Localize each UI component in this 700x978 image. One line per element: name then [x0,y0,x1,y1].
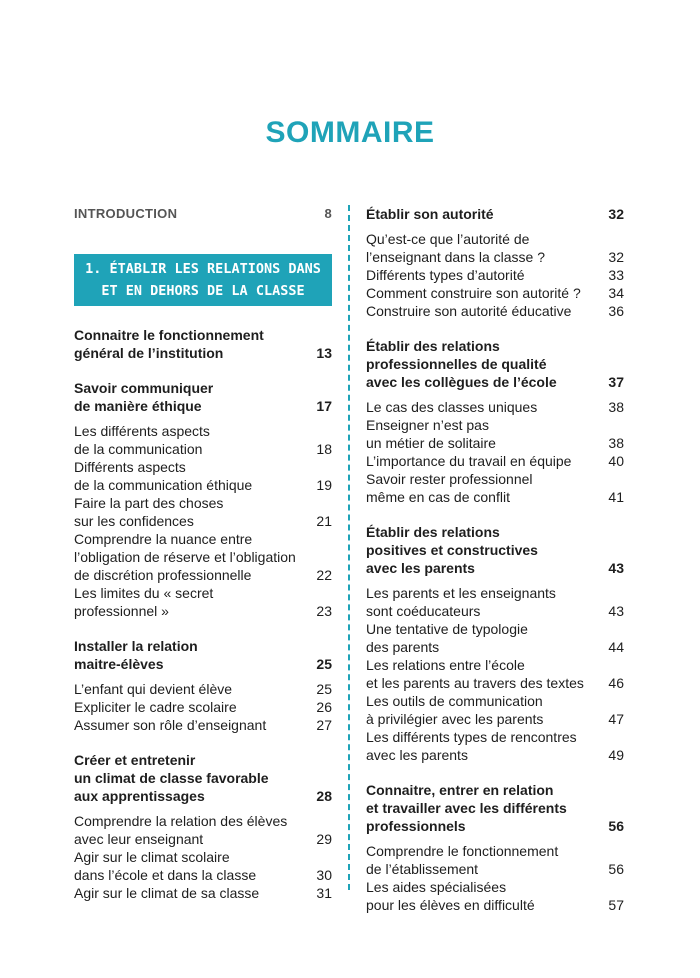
toc-item[interactable] [366,728,624,764]
toc-entry-label: Les limites du « secret professionnel » [74,585,214,619]
toc-entry-label: Assumer son rôle d’enseignant [74,717,267,733]
toc-page-number: 37 [608,374,624,390]
toc-right-column [366,205,624,914]
toc-entry-label: Agir sur le climat de sa classe [74,885,260,901]
toc-sections-left [74,326,332,902]
toc-item[interactable] [366,878,624,914]
toc-page-number: 33 [608,267,624,283]
toc-page-number: 47 [608,711,624,727]
toc-section-heading[interactable] [74,751,332,805]
toc-page-number: 26 [316,699,332,715]
toc-page-number: 40 [608,453,624,469]
toc-page-number: 43 [608,603,624,619]
toc-page-number: 31 [316,885,332,901]
toc-item[interactable] [74,530,332,584]
toc-entry-label: Comprendre le fonctionnement de l’établissement [366,843,559,877]
toc-item[interactable] [74,812,332,848]
toc-page-number: 19 [316,477,332,493]
toc-section-heading[interactable] [366,205,624,223]
toc-page-number: 36 [608,303,624,319]
toc-section-heading[interactable] [74,326,332,362]
toc-entry-label: Une tentative de typologie des parents [366,621,528,655]
toc-section-heading[interactable] [74,379,332,415]
toc-section-heading[interactable] [366,523,624,577]
toc-entry-label: Les différents types de rencontres avec les parents [366,729,577,763]
toc-page-number: 44 [608,639,624,655]
toc-entry-label: Les différents aspects de la communication [74,423,210,457]
toc-item[interactable] [74,698,332,716]
toc-item[interactable] [366,284,624,302]
toc-entry-label: Connaitre le fonctionnement général de l’institution [74,327,264,361]
toc-page-number: 56 [608,861,624,877]
page-title: SOMMAIRE [265,116,435,149]
toc-item[interactable] [366,842,624,878]
toc-entry-label: Installer la relation maitre-élèves [74,638,198,672]
toc-page-number: 17 [316,398,332,414]
toc-page-number: 38 [608,435,624,451]
toc-item[interactable] [366,584,624,620]
toc-item[interactable] [366,398,624,416]
toc-page-number: 32 [608,249,624,265]
toc-page-number: 25 [316,681,332,697]
toc-entry-label: Expliciter le cadre scolaire [74,699,237,715]
toc-sections-right [366,205,624,914]
toc-entry-label: Enseigner n’est pas un métier de solitaire [366,417,496,451]
toc-entry-label: Connaitre, entrer en relation et travailler avec les différents professionnels [366,782,567,834]
column-divider [348,205,350,890]
toc-entry-label: L’enfant qui devient élève [74,681,233,697]
toc-page-number: 30 [316,867,332,883]
toc-item[interactable] [366,656,624,692]
chapter-banner: 1. ÉTABLIR LES RELATIONS DANS ET EN DEHORS DE LA CLASSE [74,254,332,306]
toc-section-heading[interactable] [366,337,624,391]
toc-entry-label: Agir sur le climat scolaire dans l’école et dans la classe [74,849,257,883]
toc-entry-label: Les aides spécialisées pour les élèves en difficulté [366,879,535,913]
toc-item[interactable] [74,884,332,902]
toc-page-number: 56 [608,818,624,834]
toc-entry-label: Établir des relations professionnelles de qualité avec les collègues de l’école [366,338,557,390]
toc-item[interactable] [74,458,332,494]
toc-item[interactable] [366,230,624,266]
toc-item[interactable] [74,848,332,884]
toc-entry-label: L’importance du travail en équipe [366,453,572,469]
toc-page-number: 29 [316,831,332,847]
toc-item[interactable] [74,680,332,698]
toc-page-number: 21 [316,513,332,529]
toc-entry-label: Les relations entre l’école et les parents au travers des textes [366,657,584,691]
toc-item[interactable] [366,620,624,656]
toc-entry-label: Savoir communiquer de manière éthique [74,380,214,414]
toc-entry-label: Savoir rester professionnel même en cas de conflit [366,471,533,505]
toc-entry-label: Créer et entretenir un climat de classe favorable aux apprentissages [74,752,269,804]
toc-section-heading[interactable] [74,637,332,673]
toc-item[interactable] [366,452,624,470]
toc-entry-label: Différents types d’autorité [366,267,525,283]
toc-page-number: 18 [316,441,332,457]
toc-section-heading[interactable] [366,781,624,835]
toc-page-number: 13 [316,345,332,361]
toc-page-number: 8 [324,206,332,221]
toc-item[interactable] [366,692,624,728]
toc-entry-label: Le cas des classes uniques [366,399,538,415]
toc-item[interactable] [74,422,332,458]
toc-entry-label: Les parents et les enseignants sont coéducateurs [366,585,556,619]
toc-page-number: 27 [316,717,332,733]
toc-entry-label: INTRODUCTION [74,206,178,221]
toc-entry-label: Qu’est-ce que l’autorité de l’enseignant dans la classe ? [366,231,546,265]
toc-item[interactable] [74,716,332,734]
toc-entry-label: Faire la part des choses sur les confidences [74,495,224,529]
toc-introduction[interactable] [74,205,332,223]
toc-item[interactable] [366,302,624,320]
toc-page-number: 43 [608,560,624,576]
toc-page-number: 22 [316,567,332,583]
toc-page-number: 57 [608,897,624,913]
toc-page-number: 28 [316,788,332,804]
toc-page-number: 49 [608,747,624,763]
toc-entry-label: Établir son autorité [366,206,494,222]
toc-item[interactable] [366,266,624,284]
toc-entry-label: Les outils de communication à privilégier avec les parents [366,693,544,727]
toc-item[interactable] [74,494,332,530]
toc-page-number: 38 [608,399,624,415]
toc-entry-label: Établir des relations positives et constructives avec les parents [366,524,538,576]
toc-item[interactable] [74,584,332,620]
toc-entry-label: Construire son autorité éducative [366,303,572,319]
toc-page-number: 32 [608,206,624,222]
toc-page-number: 34 [608,285,624,301]
toc-entry-label: Différents aspects de la communication éthique [74,459,253,493]
toc-page-number: 25 [316,656,332,672]
toc-page-number: 23 [316,603,332,619]
toc-left-column [74,205,332,902]
toc-item[interactable] [366,416,624,452]
toc-entry-label: Comprendre la nuance entre l’obligation de réserve et l’obligation de discrétion professionnelle [74,531,296,583]
toc-page-number: 41 [608,489,624,505]
toc-page-number: 46 [608,675,624,691]
toc-item[interactable] [366,470,624,506]
toc-entry-label: Comment construire son autorité ? [366,285,581,301]
toc-entry-label: Comprendre la relation des élèves avec leur enseignant [74,813,288,847]
